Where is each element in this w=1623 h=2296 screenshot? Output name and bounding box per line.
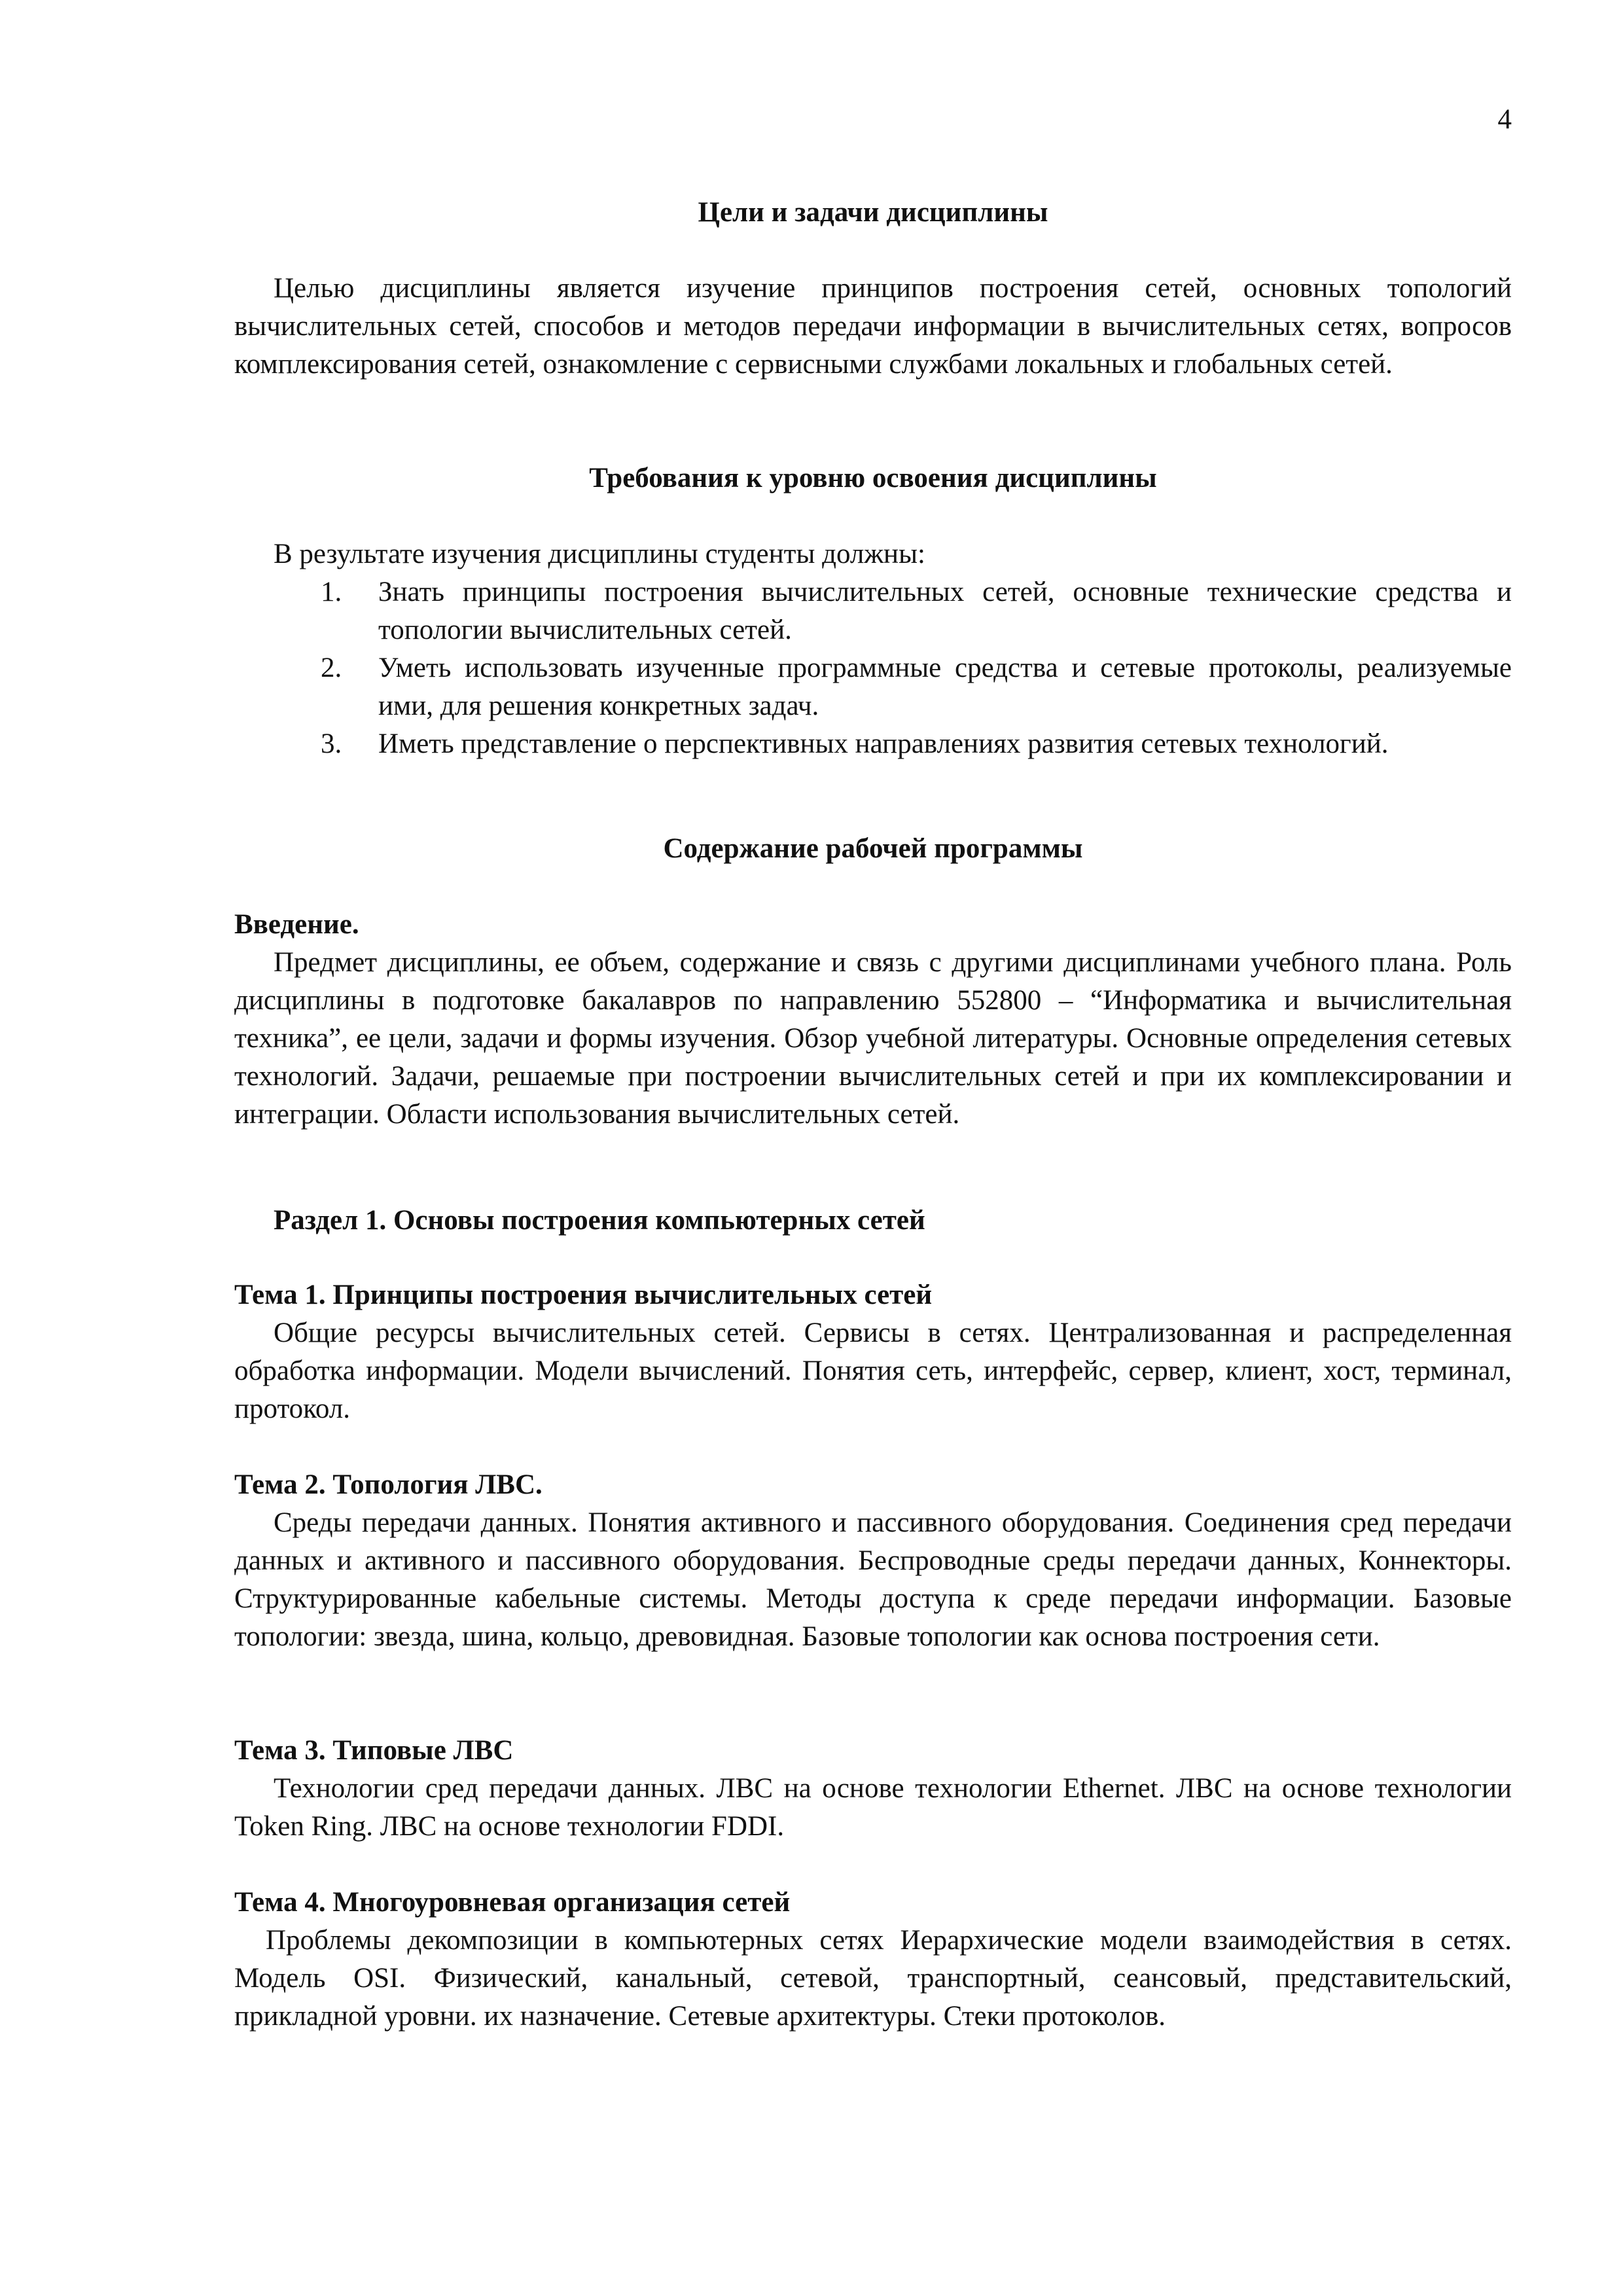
topic-4-title: Тема 4. Многоуровневая организация сетей	[234, 1887, 791, 1918]
requirements-intro: В результате изучения дисциплины студенты должны:	[274, 539, 925, 569]
page-number: 4	[1497, 104, 1512, 135]
list-item	[321, 649, 1512, 725]
topic-2-title: Тема 2. Топология ЛВС.	[234, 1469, 543, 1500]
goals-paragraph: Целью дисциплины является изучение принципов построения сетей, основных топологий вычислительных сетей, способов и методов передачи информации в вычислительных сетях, вопросов комплексирования сетей, ознакомление с сервисными службами локальных и глобальных сетей.	[234, 273, 1512, 380]
intro-paragraph: Предмет дисциплины, ее объем, содержание и связь с другими дисциплинами учебного плана. Роль дисциплины в подготовке бакалавров по направлению 552800 – “Информатика и вычислительная техника”, ее цели, задачи и формы изучения. Обзор учебной литературы. Основные определения сетевых технологий. Задачи, решаемые при построении вычислительных сетей и при их комплексировании и интеграции. Области использования вычислительных сетей.	[234, 947, 1512, 1130]
part1-heading: Раздел 1. Основы построения компьютерных сетей	[274, 1205, 925, 1236]
requirements-list	[321, 573, 1512, 763]
intro-heading: Введение.	[234, 909, 359, 940]
list-item-number: 1.	[321, 577, 342, 607]
topic-3-title: Тема 3. Типовые ЛВС	[234, 1735, 514, 1766]
list-item	[321, 573, 1512, 649]
goals-heading: Цели и задачи дисциплины	[698, 197, 1048, 228]
list-item-text: Знать принципы построения вычислительных сетей, основные технические средства и топологии вычислительных сетей.	[378, 577, 1512, 645]
list-item-text: Уметь использовать изученные программные средства и сетевые протоколы, реализуемые ими, для решения конкретных задач.	[378, 653, 1512, 721]
topic-1-text: Общие ресурсы вычислительных сетей. Сервисы в сетях. Централизованная и распределенная обработка информации. Модели вычислений. Понятия сеть, интерфейс, сервер, клиент, хост, терминал, протокол.	[234, 1318, 1512, 1424]
list-item	[321, 725, 1512, 763]
topic-3-text: Технологии сред передачи данных. ЛВС на основе технологии Ethernet. ЛВС на основе технологии Token Ring. ЛВС на основе технологии FDDI.	[234, 1773, 1512, 1842]
content-heading: Содержание рабочей программы	[663, 833, 1083, 864]
list-item-number: 2.	[321, 653, 342, 683]
topic-1-title: Тема 1. Принципы построения вычислительных сетей	[234, 1280, 933, 1310]
topic-2-text: Среды передачи данных. Понятия активного и пассивного оборудования. Соединения сред передачи данных и активного и пассивного оборудования. Беспроводные среды передачи данных, Коннекторы. Структурированные кабельные системы. Методы доступа к среде передачи информации. Базовые топологии: звезда, шина, кольцо, древовидная. Базовые топологии как основа построения сети.	[234, 1507, 1512, 1652]
topic-4-text: Проблемы декомпозиции в компьютерных сетях Иерархические модели взаимодействия в сетях. Модель OSI. Физический, канальный, сетевой, транспортный, сеансовый, представительский, прикладной уровни. их назначение. Сетевые архитектуры. Стеки протоколов.	[234, 1925, 1512, 2032]
list-item-number: 3.	[321, 728, 342, 759]
requirements-heading: Требования к уровню освоения дисциплины	[589, 463, 1157, 493]
list-item-text: Иметь представление о перспективных направлениях развития сетевых технологий.	[378, 728, 1389, 759]
